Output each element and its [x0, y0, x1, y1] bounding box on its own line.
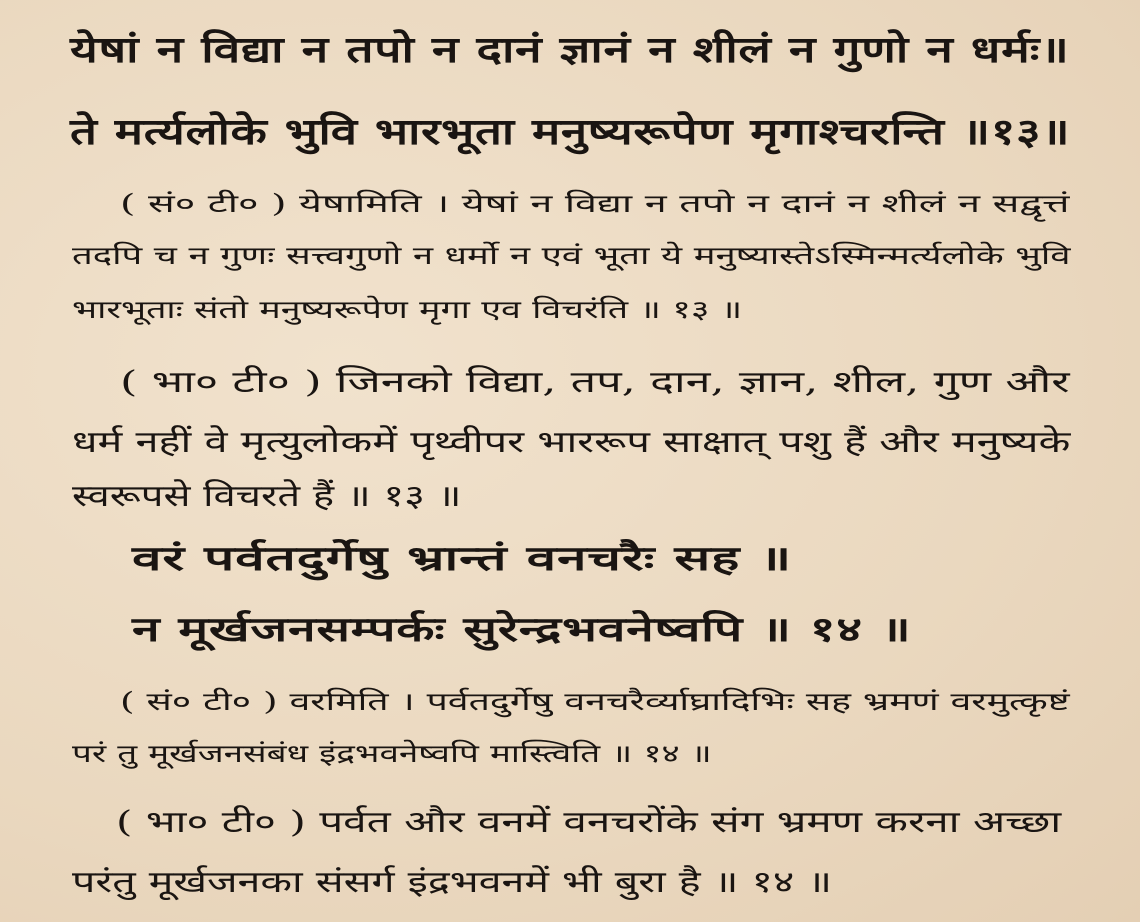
hindi-commentary-13-line-3: स्वरूपसे विचरते हैं ॥ १३ ॥ — [72, 479, 462, 514]
sanskrit-commentary-13-line-2: तदपि च न गुणः सत्त्वगुणो न धर्मो न एवं भूता ये मनुष्यास्तेऽस्मिन्मर्त्यलोके भुवि — [72, 241, 1071, 270]
hindi-commentary-14-line-1: ( भा० टी० ) पर्वत और वनमें वनचरोंके संग भ्रमण करना अच्छा — [116, 805, 1062, 840]
verse-14-line-2: न मूर्खजनसम्पर्कः सुरेन्द्रभवनेष्वपि ॥ १४ ॥ — [132, 610, 912, 650]
sanskrit-commentary-13-line-3: भारभूताः संतो मनुष्यरूपेण मृगा एव विचरंति ॥ १३ ॥ — [72, 295, 743, 324]
hindi-commentary-14-line-2: परंतु मूर्खजनका संसर्ग इंद्रभवनमें भी बुरा है ॥ १४ ॥ — [72, 865, 833, 900]
verse-14-line-1: वरं पर्वतदुर्गेषु भ्रान्तं वनचरैः सह ॥ — [132, 539, 793, 579]
sanskrit-commentary-14-line-2: परं तु मूर्खजनसंबंध इंद्रभवनेष्वपि मास्त्विति ॥ १४ ॥ — [72, 739, 712, 768]
verse-13-line-2: ते मर्त्यलोके भुवि भारभूता मनुष्यरूपेण मृगाश्चरन्ति ॥१३॥ — [70, 111, 1071, 153]
hindi-commentary-13-line-1: ( भा० टी० ) जिनको विद्या, तप, दान, ज्ञान, शील, गुण और — [120, 365, 1070, 400]
sanskrit-commentary-14-line-1: ( सं० टी० ) वरमिति । पर्वतदुर्गेषु वनचरैर्व्याघ्रादिभिः सह भ्रमणं वरमुत्कृष्टं — [120, 687, 1070, 716]
sanskrit-commentary-13-line-1: ( सं० टी० ) येषामिति । येषां न विद्या न तपो न दानं न शीलं न सद्वृत्तं — [120, 189, 1070, 218]
hindi-commentary-13-line-2: धर्म नहीं वे मृत्युलोकमें पृथ्वीपर भाररूप साक्षात् पशु हैं और मनुष्यके — [72, 425, 1071, 460]
verse-13-line-1: येषां न विद्या न तपो न दानं ज्ञानं न शीलं न गुणो न धर्मः॥ — [70, 29, 1070, 71]
